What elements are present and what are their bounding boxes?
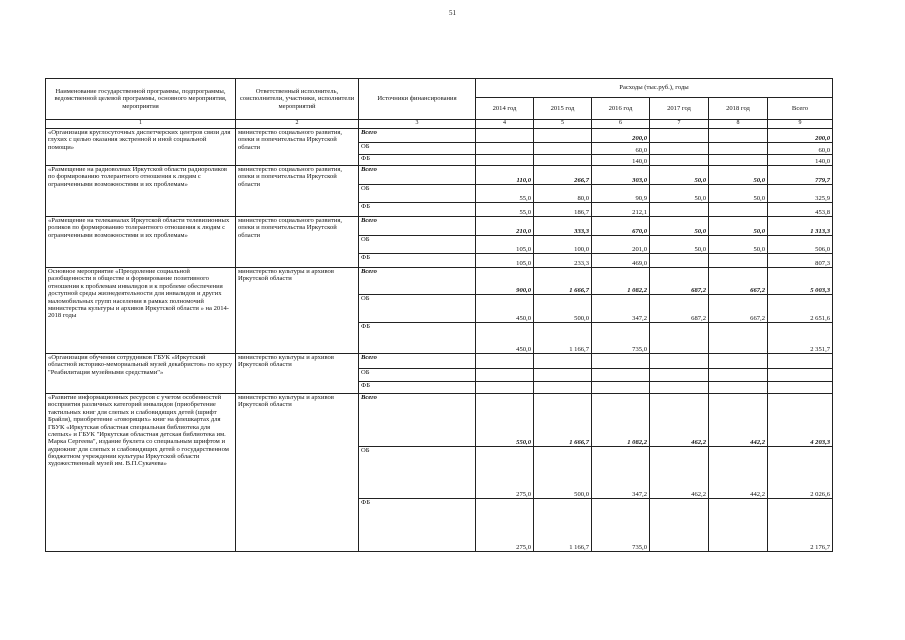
header-name: Наименование государственной программы, подпрограммы, ведомственной целевой программы, основного мероприятия, мероприятия bbox=[46, 79, 236, 120]
value-year: 50,0 bbox=[709, 236, 768, 254]
value-year: 1 666,7 bbox=[534, 394, 592, 447]
value-year bbox=[476, 129, 534, 143]
funding-source: ОБ bbox=[359, 447, 476, 499]
column-number-row bbox=[46, 120, 833, 129]
funding-source: Всего bbox=[359, 354, 476, 369]
value-total: 60,0 bbox=[768, 143, 833, 155]
value-year bbox=[709, 203, 768, 217]
value-year bbox=[709, 155, 768, 166]
table-row bbox=[46, 268, 833, 295]
value-total: 1 313,3 bbox=[768, 217, 833, 236]
value-year bbox=[709, 354, 768, 369]
value-year: 233,3 bbox=[534, 254, 592, 268]
value-year bbox=[476, 143, 534, 155]
header-year: 2015 год bbox=[534, 98, 592, 120]
value-year: 1 166,7 bbox=[534, 499, 592, 552]
value-year bbox=[650, 203, 709, 217]
header-source: Источники финансирования bbox=[359, 79, 476, 120]
value-year: 80,0 bbox=[534, 185, 592, 203]
value-year: 50,0 bbox=[709, 185, 768, 203]
value-year: 55,0 bbox=[476, 185, 534, 203]
value-year: 442,2 bbox=[709, 394, 768, 447]
value-year bbox=[592, 382, 650, 394]
value-year: 186,7 bbox=[534, 203, 592, 217]
value-year bbox=[650, 129, 709, 143]
activity-name: «Развитие информационных ресурсов с учетом особенностей восприятия различных категорий инвалидов (приобретение тактильных книг для слепых и слабовидящих детей (шрифт Брайля), приобретение «говорящих» книг на флешкартах для ГБУК «Иркутская областная специальная библиотека для слепых» и ГБУК "Иркутская областная детская библиотека им. Марка Сергеева", издание буклета со специальным шрифтом и аудиокниг для слепых и слабовидящих детей о государственном бюджетном учреждении культуры Иркутской области художественный музей им. В.П.Сукачева» bbox=[46, 394, 236, 552]
value-year: 333,3 bbox=[534, 217, 592, 236]
funding-source: ФБ bbox=[359, 203, 476, 217]
value-year: 60,0 bbox=[592, 143, 650, 155]
executor: министерство социального развития, опеки и попечительства Иркутской области bbox=[236, 129, 359, 166]
table-row bbox=[46, 394, 833, 447]
column-number: 9 bbox=[768, 120, 833, 129]
value-year: 105,0 bbox=[476, 236, 534, 254]
value-year: 735,0 bbox=[592, 323, 650, 354]
value-year bbox=[592, 369, 650, 382]
funding-source: ФБ bbox=[359, 323, 476, 354]
value-year: 469,0 bbox=[592, 254, 650, 268]
value-year: 1 166,7 bbox=[534, 323, 592, 354]
value-year bbox=[534, 155, 592, 166]
value-year: 100,0 bbox=[534, 236, 592, 254]
value-year: 210,0 bbox=[476, 217, 534, 236]
value-year bbox=[709, 369, 768, 382]
value-year bbox=[534, 354, 592, 369]
activity-name: «Организация круглосуточных диспетчерских центров связи для глухих с целью оказания экстренной и иной социальной помощи» bbox=[46, 129, 236, 166]
funding-source: ФБ bbox=[359, 499, 476, 552]
header-year: 2018 год bbox=[709, 98, 768, 120]
executor: министерство культуры и архивов Иркутской области bbox=[236, 268, 359, 354]
table-row bbox=[46, 354, 833, 369]
value-year bbox=[709, 143, 768, 155]
value-total bbox=[768, 382, 833, 394]
column-number: 4 bbox=[476, 120, 534, 129]
column-number: 8 bbox=[709, 120, 768, 129]
value-year: 462,2 bbox=[650, 447, 709, 499]
executor: министерство культуры и архивов Иркутской области bbox=[236, 354, 359, 394]
funding-source: ОБ bbox=[359, 185, 476, 203]
funding-source: ОБ bbox=[359, 369, 476, 382]
expenses-table bbox=[45, 78, 833, 552]
value-year bbox=[650, 155, 709, 166]
value-year: 212,1 bbox=[592, 203, 650, 217]
value-year: 55,0 bbox=[476, 203, 534, 217]
value-total: 4 203,3 bbox=[768, 394, 833, 447]
value-year bbox=[709, 382, 768, 394]
activity-name: «Размещение на радиоволнах Иркутской области радиороликов по формированию толерантного отношения к людям с ограниченными возможностями и их проблемам» bbox=[46, 166, 236, 217]
value-year: 110,0 bbox=[476, 166, 534, 185]
value-year: 50,0 bbox=[709, 217, 768, 236]
value-year: 50,0 bbox=[650, 185, 709, 203]
table-row bbox=[46, 217, 833, 236]
value-year: 50,0 bbox=[650, 236, 709, 254]
value-year bbox=[650, 323, 709, 354]
funding-source: Всего bbox=[359, 217, 476, 236]
value-year bbox=[650, 499, 709, 552]
executor: министерство культуры и архивов Иркутской области bbox=[236, 394, 359, 552]
funding-source: ФБ bbox=[359, 254, 476, 268]
value-total: 779,7 bbox=[768, 166, 833, 185]
value-year: 303,0 bbox=[592, 166, 650, 185]
value-year bbox=[534, 369, 592, 382]
value-year bbox=[476, 155, 534, 166]
column-number: 7 bbox=[650, 120, 709, 129]
value-year: 50,0 bbox=[650, 217, 709, 236]
header-year: 2014 год bbox=[476, 98, 534, 120]
value-total: 140,0 bbox=[768, 155, 833, 166]
value-year: 735,0 bbox=[592, 499, 650, 552]
value-year: 347,2 bbox=[592, 447, 650, 499]
value-year: 347,2 bbox=[592, 295, 650, 323]
funding-source: ОБ bbox=[359, 295, 476, 323]
value-year bbox=[709, 499, 768, 552]
funding-source: Всего bbox=[359, 166, 476, 185]
value-year: 687,2 bbox=[650, 268, 709, 295]
value-total: 2 351,7 bbox=[768, 323, 833, 354]
value-year: 442,2 bbox=[709, 447, 768, 499]
value-year: 500,0 bbox=[534, 295, 592, 323]
column-number: 5 bbox=[534, 120, 592, 129]
value-total: 2 176,7 bbox=[768, 499, 833, 552]
funding-source: Всего bbox=[359, 394, 476, 447]
activity-name: «Организация обучения сотрудников ГБУК «Иркутский областной историко-мемориальный музей декабристов» по курсу "Реабилитация музейными средствами"» bbox=[46, 354, 236, 394]
value-year: 90,9 bbox=[592, 185, 650, 203]
value-year: 275,0 bbox=[476, 499, 534, 552]
value-year: 462,2 bbox=[650, 394, 709, 447]
value-total: 2 026,6 bbox=[768, 447, 833, 499]
value-year: 1 082,2 bbox=[592, 268, 650, 295]
value-year bbox=[709, 129, 768, 143]
funding-source: ОБ bbox=[359, 236, 476, 254]
value-year: 450,0 bbox=[476, 295, 534, 323]
value-year: 450,0 bbox=[476, 323, 534, 354]
column-number: 3 bbox=[359, 120, 476, 129]
value-year: 670,0 bbox=[592, 217, 650, 236]
value-total: 807,3 bbox=[768, 254, 833, 268]
value-total bbox=[768, 354, 833, 369]
funding-source: Всего bbox=[359, 129, 476, 143]
value-total bbox=[768, 369, 833, 382]
value-year: 500,0 bbox=[534, 447, 592, 499]
value-year: 50,0 bbox=[650, 166, 709, 185]
value-year bbox=[476, 369, 534, 382]
value-year: 201,0 bbox=[592, 236, 650, 254]
value-year bbox=[534, 143, 592, 155]
column-number: 1 bbox=[46, 120, 236, 129]
value-year bbox=[709, 254, 768, 268]
value-total: 506,0 bbox=[768, 236, 833, 254]
table-row bbox=[46, 166, 833, 185]
value-total: 453,8 bbox=[768, 203, 833, 217]
value-year: 550,0 bbox=[476, 394, 534, 447]
value-year bbox=[650, 354, 709, 369]
value-year bbox=[650, 254, 709, 268]
value-year: 687,2 bbox=[650, 295, 709, 323]
value-year: 105,0 bbox=[476, 254, 534, 268]
funding-source: ФБ bbox=[359, 155, 476, 166]
value-year bbox=[650, 382, 709, 394]
value-year: 140,0 bbox=[592, 155, 650, 166]
column-number: 6 bbox=[592, 120, 650, 129]
value-total: 200,0 bbox=[768, 129, 833, 143]
value-year: 266,7 bbox=[534, 166, 592, 185]
value-year: 1 666,7 bbox=[534, 268, 592, 295]
column-number: 2 bbox=[236, 120, 359, 129]
value-total: 5 003,3 bbox=[768, 268, 833, 295]
value-year bbox=[650, 143, 709, 155]
activity-name: «Размещение на телеканалах Иркутской области телевизионных роликов по формированию толерантного отношения к людям с ограниченными возможностями и их проблемам» bbox=[46, 217, 236, 268]
funding-source: ОБ bbox=[359, 143, 476, 155]
funding-source: Всего bbox=[359, 268, 476, 295]
value-year: 50,0 bbox=[709, 166, 768, 185]
executor: министерство социального развития, опеки и попечительства Иркутской области bbox=[236, 217, 359, 268]
value-year: 900,0 bbox=[476, 268, 534, 295]
executor: министерство социального развития, опеки и попечительства Иркутской области bbox=[236, 166, 359, 217]
header-year: 2016 год bbox=[592, 98, 650, 120]
table-row bbox=[46, 129, 833, 143]
header-executor: Ответственный исполнитель, соисполнители, участники, исполнители мероприятий bbox=[236, 79, 359, 120]
value-year: 1 082,2 bbox=[592, 394, 650, 447]
value-total: 2 651,6 bbox=[768, 295, 833, 323]
value-year bbox=[534, 382, 592, 394]
value-year: 667,2 bbox=[709, 295, 768, 323]
value-year bbox=[709, 323, 768, 354]
value-year: 667,2 bbox=[709, 268, 768, 295]
value-year: 275,0 bbox=[476, 447, 534, 499]
value-year bbox=[476, 382, 534, 394]
value-year: 200,0 bbox=[592, 129, 650, 143]
page-number: 51 bbox=[449, 9, 456, 17]
value-year bbox=[476, 354, 534, 369]
funding-source: ФБ bbox=[359, 382, 476, 394]
header-total: Всего bbox=[768, 98, 833, 120]
activity-name: Основное мероприятие «Преодоление социальной разобщенности в обществе и формирование позитивного отношения к проблемам инвалидов и к проблеме обеспечения доступной среды жизнедеятельности для инвалидов и других маломобильных групп населения в рамках полномочий министерства культуры и архивов Иркутской области » на 2014-2018 годы bbox=[46, 268, 236, 354]
header-year: 2017 год bbox=[650, 98, 709, 120]
value-year bbox=[534, 129, 592, 143]
value-total: 325,9 bbox=[768, 185, 833, 203]
header-expenses: Расходы (тыс.руб.), годы bbox=[476, 79, 833, 98]
value-year bbox=[650, 369, 709, 382]
value-year bbox=[592, 354, 650, 369]
